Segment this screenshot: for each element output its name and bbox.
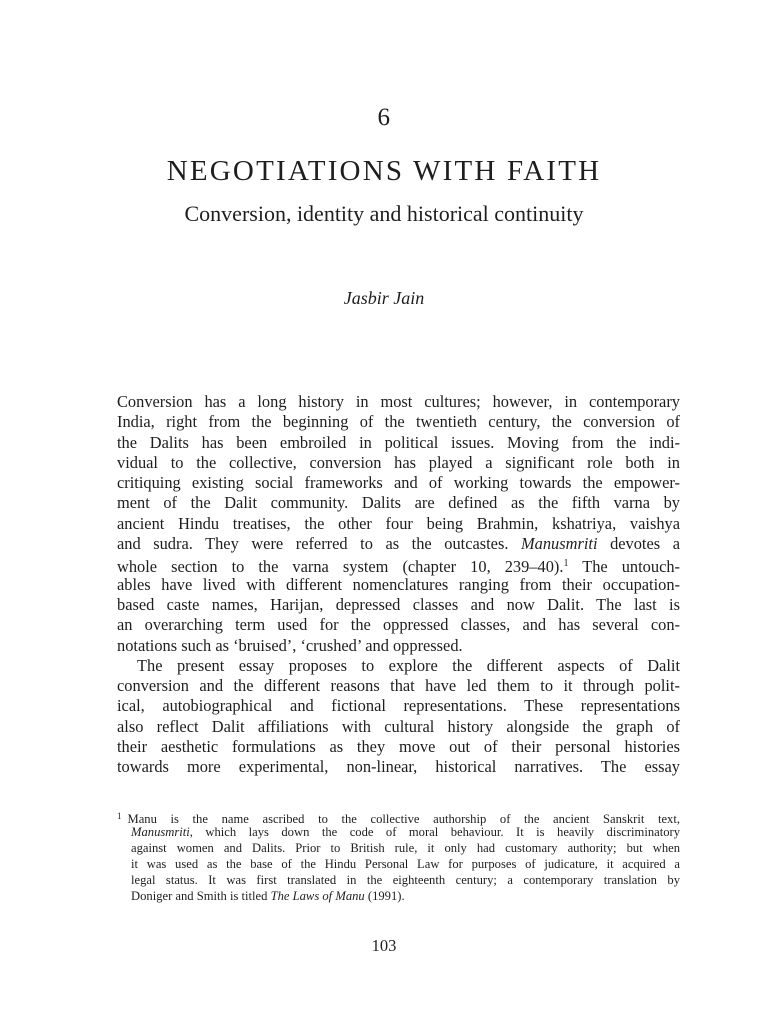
text-segment: (1991). bbox=[367, 889, 405, 903]
text-line: conversion and the different reasons that have led them to it through polit- bbox=[117, 676, 680, 696]
text-line: India, right from the beginning of the twentieth century, the conversion of bbox=[117, 412, 680, 432]
italic-title: Manusmriti bbox=[131, 825, 190, 839]
author-name: Jasbir Jain bbox=[343, 288, 425, 308]
footnote-line bbox=[117, 808, 680, 824]
footnote-line: against women and Dalits. Prior to British rule, it only had customary authority; but when bbox=[131, 841, 680, 855]
footnotes bbox=[117, 808, 680, 904]
footnote-line: legal status. It was first translated in the eighteenth century; a contemporary translation by bbox=[131, 873, 680, 887]
paragraph-2 bbox=[117, 656, 680, 778]
text-line bbox=[117, 534, 680, 554]
text-line: critiquing existing social frameworks and of working towards the empower- bbox=[117, 473, 680, 493]
text-line: vidual to the collective, conversion has played a significant role both in bbox=[117, 452, 680, 472]
text-segment: Manu is the name ascribed to the collective authorship of the ancient Sanskrit text, bbox=[127, 812, 680, 826]
text-line: Conversion has a long history in most cultures; however, in contemporary bbox=[117, 392, 680, 411]
text-line: based caste names, Harijan, depressed classes and now Dalit. The last is bbox=[117, 594, 680, 614]
chapter-number: 6 bbox=[377, 104, 391, 131]
body-text bbox=[117, 392, 680, 778]
text-line: ical, autobiographical and fictional representations. These representations bbox=[117, 696, 680, 716]
text-line bbox=[117, 554, 680, 577]
footnote-line bbox=[117, 824, 680, 840]
text-line: their aesthetic formulations as they move out of their personal histories bbox=[117, 737, 680, 757]
text-segment: Doniger and Smith is titled bbox=[131, 889, 268, 903]
footnote-line: it was used as the base of the Hindu Personal Law for purposes of judicature, it acquired a bbox=[131, 857, 680, 871]
italic-title: The Laws of Manu bbox=[270, 889, 365, 903]
text-segment: The untouch- bbox=[582, 557, 680, 577]
italic-title: Manusmriti bbox=[521, 534, 598, 554]
text-line: ment of the Dalit community. Dalits are defined as the fifth varna by bbox=[117, 493, 680, 513]
paragraph-1 bbox=[117, 392, 680, 656]
text-segment: devotes a bbox=[610, 534, 680, 554]
text-line: towards more experimental, non-linear, historical narratives. The essay bbox=[117, 757, 680, 777]
text-line: The present essay proposes to explore the different aspects of Dalit bbox=[137, 655, 680, 675]
text-line: the Dalits has been embroiled in political issues. Moving from the indi- bbox=[117, 432, 680, 452]
chapter-title: NEGOTIATIONS WITH FAITH bbox=[166, 155, 602, 187]
text-line: notations such as ‘bruised’, ‘crushed’ and oppressed. bbox=[117, 635, 463, 655]
text-line: an overarching term used for the oppressed classes, and has several con- bbox=[117, 615, 680, 635]
footnote-line bbox=[117, 888, 680, 904]
text-segment: and sudra. They were referred to as the outcastes. bbox=[117, 534, 509, 554]
text-line: ancient Hindu treatises, the other four being Brahmin, kshatriya, vaishya bbox=[117, 513, 680, 533]
footnote-ref[interactable]: 1 bbox=[563, 558, 569, 570]
text-line: ables have lived with different nomenclatures ranging from their occupation- bbox=[117, 574, 680, 594]
text-segment: whole section to the varna system (chapter 10, 239–40). bbox=[117, 557, 564, 577]
page-number: 103 bbox=[371, 936, 397, 955]
text-line: also reflect Dalit affiliations with cultural history alongside the graph of bbox=[117, 716, 680, 736]
text-segment: , which lays down the code of moral behaviour. It is heavily discriminatory bbox=[189, 825, 680, 839]
chapter-subtitle: Conversion, identity and historical continuity bbox=[184, 201, 584, 226]
footnote-marker: 1 bbox=[117, 811, 122, 821]
